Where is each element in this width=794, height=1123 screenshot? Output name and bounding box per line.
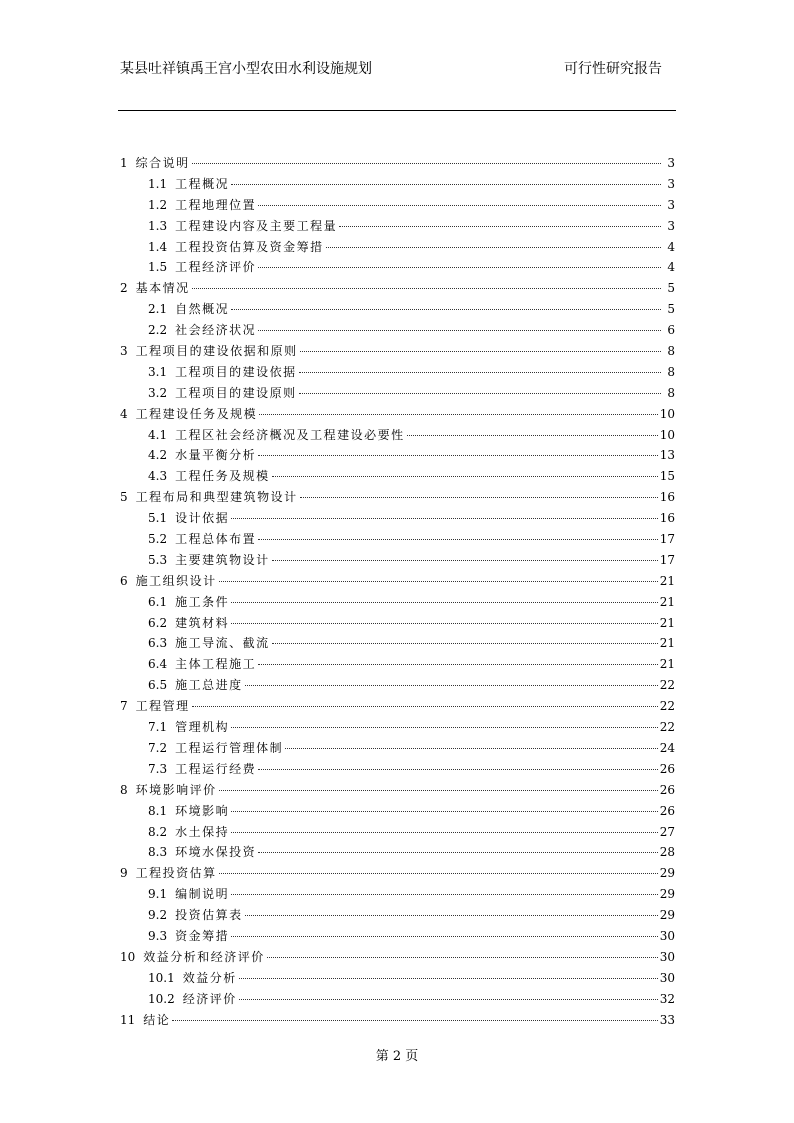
toc-entry-number: 8.1 [148,803,168,818]
toc-dot-leader [231,184,661,185]
toc-dot-leader [231,894,658,895]
toc-entry-page: 3 [667,218,675,233]
toc-entry-page: 33 [659,1012,675,1027]
toc-dot-leader [231,309,661,310]
page-header [120,58,676,82]
toc-section-entry[interactable] [120,822,675,843]
header-report-type: 可行性研究报告 [564,61,662,77]
toc-dot-leader [258,769,658,770]
toc-dot-leader [239,999,658,1000]
toc-chapter-entry[interactable] [120,571,675,592]
toc-entry-title: 工程运行经费 [175,761,257,776]
toc-entry-title: 工程区社会经济概况及工程建设必要性 [175,427,405,442]
toc-section-entry[interactable] [120,257,675,278]
toc-dot-leader [231,602,658,603]
toc-section-entry[interactable] [120,195,675,216]
toc-entry-number: 3.2 [148,385,168,400]
toc-entry-page: 21 [659,657,675,672]
toc-entry-number: 6.1 [148,594,168,609]
toc-dot-leader [192,163,661,164]
toc-entry-number: 1.5 [148,260,168,275]
toc-dot-leader [258,852,658,853]
toc-dot-leader [231,727,658,728]
toc-dot-leader [339,226,661,227]
toc-entry-page: 30 [659,970,675,985]
toc-entry-page: 22 [659,678,675,693]
toc-entry-number: 9.2 [148,908,168,923]
toc-dot-leader [259,414,658,415]
toc-dot-leader [231,832,658,833]
toc-section-entry[interactable] [120,801,675,822]
toc-entry-page: 28 [659,845,675,860]
toc-entry-title: 工程概况 [175,176,230,191]
toc-entry-title: 工程项目的建设原则 [175,385,297,400]
toc-section-entry[interactable] [120,759,675,780]
toc-dot-leader [245,685,658,686]
toc-entry-number: 3 [120,344,128,359]
toc-entry-number: 7 [120,699,128,714]
toc-section-entry[interactable] [120,613,675,634]
toc-entry-number: 10.1 [148,970,175,985]
toc-entry-number: 6.4 [148,657,168,672]
toc-entry-title: 工程建设任务及规模 [135,406,258,421]
toc-dot-leader [272,476,658,477]
toc-section-entry[interactable] [120,362,675,383]
toc-section-entry[interactable] [120,174,675,195]
toc-entry-number: 2.2 [148,323,168,338]
toc-entry-number: 6.2 [148,615,168,630]
toc-chapter-entry[interactable] [120,863,675,884]
toc-dot-leader [219,790,658,791]
toc-entry-title: 主体工程施工 [175,657,257,672]
toc-entry-page: 8 [667,364,675,379]
toc-section-entry[interactable] [120,926,675,947]
toc-entry-number: 4.3 [148,469,168,484]
toc-dot-leader [272,560,658,561]
toc-entry-title: 编制说明 [175,887,230,902]
toc-entry-title: 水土保持 [175,824,230,839]
toc-entry-title: 效益分析 [182,970,237,985]
toc-entry-title: 投资估算表 [175,908,243,923]
toc-entry-page: 26 [659,803,675,818]
toc-entry-number: 9 [120,866,128,881]
toc-chapter-entry[interactable] [120,487,675,508]
toc-dot-leader [272,643,658,644]
toc-entry-page: 3 [667,176,675,191]
toc-section-entry[interactable] [120,320,675,341]
toc-section-entry[interactable] [120,216,675,237]
header-document-title: 某县吐祥镇禹王宫小型农田水利设施规划 [120,61,372,77]
toc-entry-number: 6.5 [148,678,168,693]
toc-dot-leader [231,518,658,519]
toc-entry-title: 自然概况 [175,302,230,317]
toc-entry-number: 5 [120,490,128,505]
toc-entry-page: 4 [667,260,675,275]
toc-entry-title: 环境影响评价 [135,782,217,797]
toc-dot-leader [258,455,658,456]
toc-entry-title: 环境影响 [175,803,230,818]
toc-entry-number: 7.2 [148,740,168,755]
toc-entry-number: 8 [120,782,128,797]
toc-entry-number: 7.3 [148,761,168,776]
toc-entry-page: 21 [659,615,675,630]
toc-entry-title: 工程总体布置 [175,532,257,547]
toc-entry-page: 13 [659,448,675,463]
toc-dot-leader [192,706,658,707]
toc-entry-number: 5.3 [148,552,168,567]
toc-entry-title: 工程管理 [135,699,190,714]
toc-entry-page: 30 [659,949,675,964]
toc-entry-title: 结论 [143,1012,171,1027]
toc-entry-number: 9.3 [148,928,168,943]
toc-entry-number: 4 [120,406,128,421]
toc-entry-title: 施工条件 [175,594,230,609]
toc-dot-leader [326,247,661,248]
toc-dot-leader [231,936,658,937]
toc-entry-number: 6.3 [148,636,168,651]
toc-entry-number: 1.1 [148,176,168,191]
toc-section-entry[interactable] [120,550,675,571]
toc-dot-leader [258,664,658,665]
toc-dot-leader [258,205,661,206]
toc-entry-title: 施工总进度 [175,678,243,693]
toc-entry-number: 7.1 [148,720,168,735]
toc-entry-number: 1.3 [148,218,168,233]
toc-entry-page: 17 [659,552,675,567]
toc-dot-leader [285,748,658,749]
toc-section-entry[interactable] [120,237,675,258]
toc-entry-page: 5 [667,281,675,296]
toc-entry-page: 29 [659,866,675,881]
toc-entry-page: 30 [659,928,675,943]
toc-dot-leader [231,811,658,812]
table-of-contents [120,153,675,1030]
toc-entry-page: 26 [659,782,675,797]
toc-dot-leader [192,288,661,289]
page-number-label: 第 2 页 [375,1049,419,1064]
toc-entry-number: 5.1 [148,511,168,526]
toc-dot-leader [245,915,658,916]
toc-dot-leader [407,435,658,436]
toc-dot-leader [172,1020,657,1021]
toc-entry-title: 基本情况 [135,281,190,296]
toc-dot-leader [258,267,661,268]
toc-entry-number: 10 [120,949,136,964]
toc-chapter-entry[interactable] [120,153,675,174]
toc-section-entry[interactable] [120,884,675,905]
toc-section-entry[interactable] [120,529,675,550]
toc-entry-number: 4.2 [148,448,168,463]
toc-entry-number: 1 [120,156,128,170]
toc-section-entry[interactable] [120,383,675,404]
toc-entry-page: 8 [667,344,675,359]
toc-entry-page: 16 [659,490,675,505]
toc-chapter-entry[interactable] [120,278,675,299]
toc-section-entry[interactable] [120,633,675,654]
toc-entry-title: 建筑材料 [175,615,230,630]
toc-entry-title: 工程运行管理体制 [175,740,284,755]
toc-dot-leader [299,393,661,394]
toc-entry-title: 工程项目的建设依据和原则 [135,344,298,359]
toc-entry-page: 3 [667,156,675,170]
toc-section-entry[interactable] [120,717,675,738]
toc-section-entry[interactable] [120,425,675,446]
toc-section-entry[interactable] [120,592,675,613]
toc-section-entry[interactable] [120,466,675,487]
toc-entry-page: 22 [659,720,675,735]
toc-entry-page: 24 [659,740,675,755]
toc-entry-number: 9.1 [148,887,168,902]
toc-entry-title: 效益分析和经济评价 [143,949,265,964]
toc-entry-page: 21 [659,636,675,651]
toc-entry-number: 10.2 [148,991,175,1006]
toc-entry-page: 29 [659,887,675,902]
toc-entry-title: 经济评价 [182,991,237,1006]
toc-section-entry[interactable] [120,738,675,759]
toc-dot-leader [239,978,658,979]
toc-entry-title: 工程建设内容及主要工程量 [175,218,338,233]
toc-entry-page: 16 [659,511,675,526]
toc-chapter-entry[interactable] [120,696,675,717]
toc-entry-title: 工程投资估算及资金筹措 [175,239,324,254]
toc-chapter-entry[interactable] [120,947,675,968]
toc-entry-number: 6 [120,573,128,588]
toc-entry-title: 水量平衡分析 [175,448,257,463]
toc-section-entry[interactable] [120,842,675,863]
toc-entry-page: 21 [659,594,675,609]
toc-entry-number: 2.1 [148,302,168,317]
toc-entry-page: 8 [667,385,675,400]
toc-dot-leader [300,351,661,352]
toc-chapter-entry[interactable] [120,1010,675,1031]
toc-section-entry[interactable] [120,654,675,675]
toc-dot-leader [231,623,658,624]
toc-section-entry[interactable] [120,675,675,696]
toc-entry-title: 施工导流、截流 [175,636,270,651]
toc-entry-page: 27 [659,824,675,839]
toc-entry-number: 4.1 [148,427,168,442]
toc-entry-page: 10 [659,406,675,421]
toc-dot-leader [258,330,661,331]
toc-entry-number: 3.1 [148,364,168,379]
toc-section-entry[interactable] [120,508,675,529]
toc-entry-page: 10 [659,427,675,442]
toc-entry-page: 6 [667,323,675,338]
toc-entry-title: 施工组织设计 [135,573,217,588]
toc-section-entry[interactable] [120,299,675,320]
toc-entry-number: 2 [120,281,128,296]
toc-entry-number: 8.2 [148,824,168,839]
toc-entry-number: 1.4 [148,239,168,254]
toc-chapter-entry[interactable] [120,780,675,801]
toc-entry-title: 资金筹措 [175,928,230,943]
toc-entry-title: 社会经济状况 [175,323,257,338]
toc-entry-page: 17 [659,532,675,547]
toc-dot-leader [267,957,658,958]
toc-chapter-entry[interactable] [120,341,675,362]
toc-entry-page: 5 [667,302,675,317]
header-divider [118,110,676,111]
toc-entry-page: 32 [659,991,675,1006]
toc-dot-leader [219,581,658,582]
toc-dot-leader [300,497,658,498]
toc-entry-number: 8.3 [148,845,168,860]
toc-dot-leader [219,873,658,874]
toc-entry-page: 29 [659,908,675,923]
toc-section-entry[interactable] [120,445,675,466]
toc-section-entry[interactable] [120,905,675,926]
toc-entry-title: 管理机构 [175,720,230,735]
toc-entry-title: 综合说明 [135,156,190,170]
toc-entry-title: 环境水保投资 [175,845,257,860]
toc-entry-title: 工程布局和典型建筑物设计 [135,490,298,505]
toc-section-entry[interactable] [120,989,675,1010]
toc-entry-title: 工程项目的建设依据 [175,364,297,379]
toc-entry-title: 工程地理位置 [175,197,257,212]
toc-section-entry[interactable] [120,968,675,989]
toc-entry-title: 工程经济评价 [175,260,257,275]
toc-entry-number: 1.2 [148,197,168,212]
toc-entry-page: 21 [659,573,675,588]
toc-dot-leader [299,372,661,373]
toc-entry-title: 工程投资估算 [135,866,217,881]
toc-entry-title: 设计依据 [175,511,230,526]
toc-dot-leader [258,539,658,540]
toc-entry-page: 26 [659,761,675,776]
toc-entry-title: 主要建筑物设计 [175,552,270,567]
toc-entry-number: 5.2 [148,532,168,547]
toc-entry-page: 22 [659,699,675,714]
toc-entry-title: 工程任务及规模 [175,469,270,484]
page-footer [0,1045,794,1064]
toc-entry-page: 3 [667,197,675,212]
toc-entry-page: 15 [659,469,675,484]
toc-entry-page: 4 [667,239,675,254]
toc-chapter-entry[interactable] [120,404,675,425]
toc-entry-number: 11 [120,1012,136,1027]
